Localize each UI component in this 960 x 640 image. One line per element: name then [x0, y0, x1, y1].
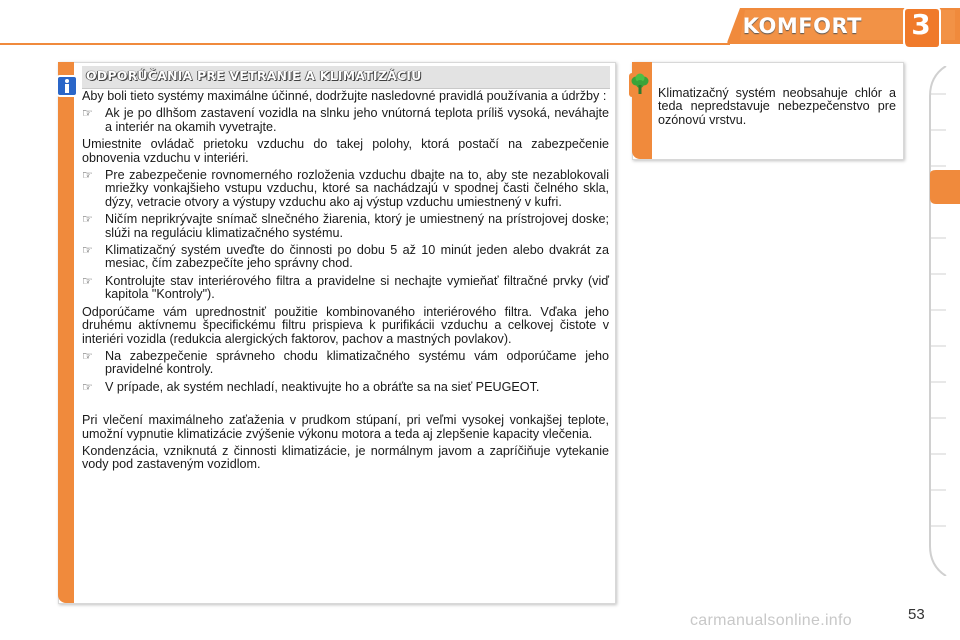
panel-content [82, 90, 609, 476]
info-icon [55, 74, 79, 98]
list-item-text: Kontrolujte stav interiérového filtra a pravidelne si nechajte vymieňať filtračné prvky (viď kapitola "Kontroly"). [105, 273, 609, 302]
list-item-subtext: Odporúčame vám uprednostniť použitie kombinovaného interiérového filtra. Vďaka jeho druhému aktívnemu špecifickému filtru prispieva k purifikácii vzduchu a celkovej čistote v interiéri vozidla (redukcia alergických faktorov, pachov a mastných povlakov). [82, 304, 609, 346]
list-item-text: V prípade, ak systém nechladí, neaktivujte ho a obráťte sa na sieť PEUGEOT. [105, 379, 540, 394]
hand-pointer-icon: ☞ [82, 168, 93, 183]
page-section-title: KOMFORT [742, 14, 862, 38]
tree-icon [628, 72, 652, 100]
list-item [82, 275, 609, 302]
chapter-tabs [926, 66, 960, 576]
list-item [82, 213, 609, 240]
chapter-number: 3 [911, 8, 931, 41]
environment-note-text: Klimatizačný systém neobsahuje chlór a teda nepredstavuje nebezpečenstvo pre ozónovú vrstvu. [658, 86, 896, 127]
panel-title: ODPORÚČANIA PRE VETRANIE A KLIMATIZÁCIU [86, 68, 422, 83]
hand-pointer-icon: ☞ [82, 273, 93, 288]
list-item-text: Na zabezpečenie správneho chodu klimatizačného systému vám odporúčame jeho pravidelné kontroly. [105, 348, 609, 377]
hand-pointer-icon: ☞ [82, 348, 93, 363]
list-item-text: Ak je po dlhšom zastavení vozidla na slnku jeho vnútorná teplota príliš vysoká, neváhajte a interiér na okamih vyvetrajte. [105, 106, 609, 134]
hand-pointer-icon: ☞ [82, 243, 93, 258]
list-item-text: Klimatizačný systém uveďte do činnosti po dobu 5 až 10 minút jeden alebo dvakrát za mesiac, čím zabezpečíte jeho správny chod. [105, 243, 609, 271]
list-item-text: Pre zabezpečenie rovnomerného rozloženia vzduchu dbajte na to, aby ste nezablokovali mriežky vonkajšieho vstupu vzduchu, ktoré sa nachádzajú v spodnej časti čelného skla, dýzy, vetracie otvory a výstupy vzduchu ako aj výstup vzduchu umiestnený v kufri. [105, 168, 609, 209]
hand-pointer-icon: ☞ [82, 106, 93, 121]
list-item [82, 381, 609, 394]
panel-accent-bar [58, 62, 74, 603]
page-number: 53 [908, 606, 925, 623]
hand-pointer-icon: ☞ [82, 212, 93, 227]
condensation-paragraph: Kondenzácia, vzniknutá z činnosti klimatizácie, je normálnym javom a zapríčiňuje vytekanie vody pod zastaveným vozidlom. [82, 443, 609, 472]
towing-paragraph: Pri vlečení maximálneho zaťaženia v prudkom stúpaní, pri veľmi vysokej vonkajšej teplote, umožní vypnutie klimatizácie zvýšenie výkonu motora a teda aj zlepšenie kapacity vlečenia. [82, 413, 609, 441]
watermark: carmanualsonline.info [690, 612, 852, 629]
list-item [82, 107, 609, 134]
intro-paragraph: Aby boli tieto systémy maximálne účinné, dodržujte nasledovné pravidlá používania a údržby : [82, 89, 607, 103]
list-item [82, 169, 609, 209]
panel-title-bar [82, 66, 610, 89]
list-item [82, 350, 609, 377]
list-item [82, 244, 609, 271]
hand-pointer-icon: ☞ [82, 379, 93, 394]
list-item-text: Ničím neprikrývajte snímač slnečného žiarenia, ktorý je umiestnený na prístrojovej doske; slúži na reguláciu klimatizačného systému. [105, 212, 609, 240]
list-item-subtext: Umiestnite ovládač prietoku vzduchu do takej polohy, ktorá postačí na zabezpečenie obnovenia vzduchu v interiéri. [82, 137, 609, 165]
